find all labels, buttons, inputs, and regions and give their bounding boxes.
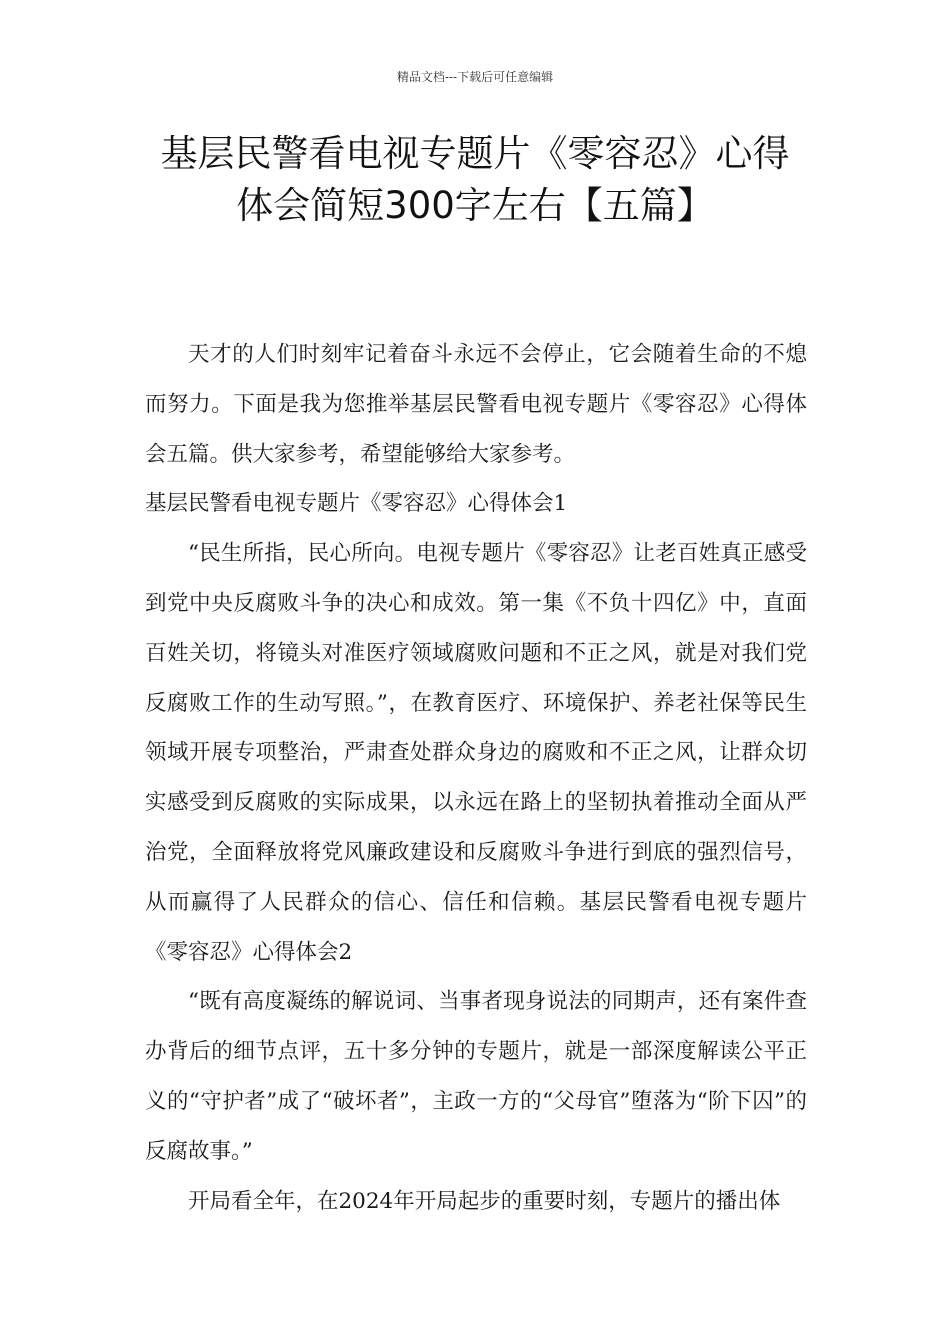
section-2-paragraph: “既有高度凝练的解说词、当事者现身说法的同期声，还有案件查办背后的细节点评，五十多分钟的专题片，就是一部深度解读公平正义的“守护者”成了“破坏者”，主政一方的“父母官”堕落为“阶下囚”的反腐故事。” xyxy=(145,989,807,1164)
section-heading-1: 基层民警看电视专题片《零容忍》心得体会1 xyxy=(145,491,568,517)
document-title xyxy=(110,128,840,232)
header-note: 精品文档---下载后可任意编辑 xyxy=(396,70,554,84)
section-1-paragraph: “民生所指，民心所向。电视专题片《零容忍》让老百姓真正感受到党中央反腐败斗争的决心和成效。第一集《不负十四亿》中，直面百姓关切，将镜头对准医疗领域腐败问题和不正之风，就是对我们党反腐败工作的生动写照。”，在教育医疗、环境保护、养老社保等民生领域开展专项整治，严肃查处群众身边的腐败和不正之风，让群众切实感受到反腐败的实际成果，以永远在路上的坚韧执着推动全面从严治党，全面释放将党风廉政建设和反腐败斗争进行到底的强烈信号，从而赢得了人民群众的信心、信任和信赖。基层民警看电视专题片《零容忍》心得体会2 xyxy=(145,541,807,965)
section-2-paragraph-continued: 开局看全年，在2024年开局起步的重要时刻，专题片的播出体 xyxy=(188,1188,781,1214)
title-line-1: 基层民警看电视专题片《零容忍》心得 xyxy=(160,132,790,175)
title-line-2: 体会简短300字左右【五篇】 xyxy=(236,184,714,227)
document-body xyxy=(145,330,807,1226)
intro-paragraph: 天才的人们时刻牢记着奋斗永远不会停止，它会随着生命的不熄而努力。下面是我为您推举基层民警看电视专题片《零容忍》心得体会五篇。供大家参考，希望能够给大家参考。 xyxy=(145,342,807,467)
